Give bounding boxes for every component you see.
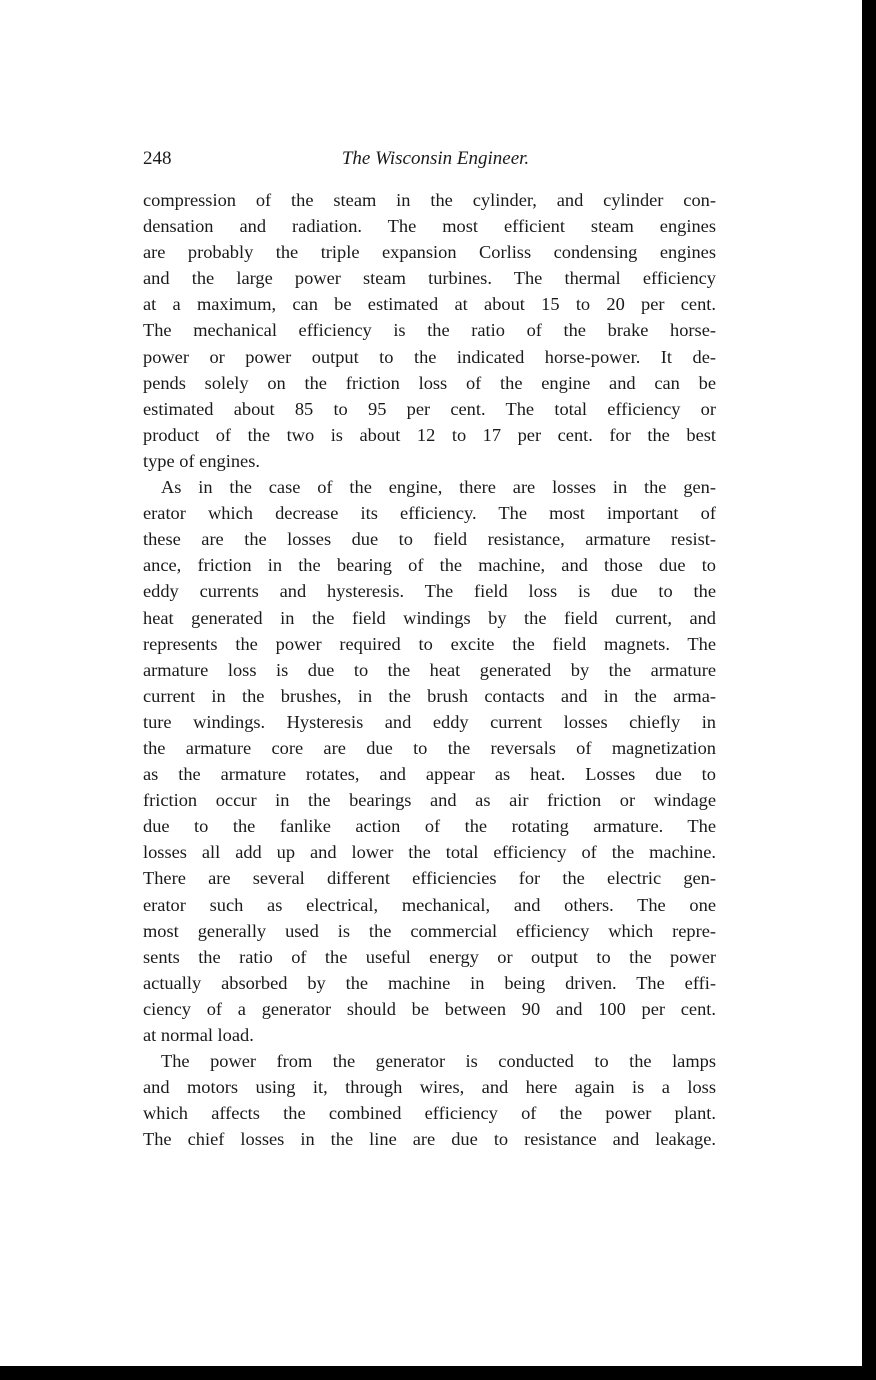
text-line: type of engines. [143, 450, 260, 471]
text-line: most generally used is the commercial efficiency which repre- [143, 920, 716, 941]
scan-right-border [862, 0, 876, 1380]
text-line: sents the ratio of the useful energy or output to the power [143, 946, 716, 967]
paragraph [143, 474, 716, 1048]
text-line: losses all add up and lower the total efficiency of the machine. [143, 842, 716, 863]
text-line: at a maximum, can be estimated at about 15 to 20 per cent. [143, 294, 716, 315]
text-line: pends solely on the friction loss of the engine and can be [143, 372, 716, 393]
text-line: armature loss is due to the heat generated by the armature [143, 659, 716, 680]
text-line: and motors using it, through wires, and here again is a loss [143, 1077, 716, 1098]
text-line: friction occur in the bearings and as air friction or windage [143, 790, 716, 811]
running-header [143, 146, 716, 172]
text-line: ance, friction in the bearing of the machine, and those due to [143, 555, 716, 576]
text-line: There are several different efficiencies for the electric gen- [143, 868, 716, 889]
text-line: estimated about 85 to 95 per cent. The total efficiency or [143, 398, 716, 419]
text-line: eddy currents and hysteresis. The field loss is due to the [143, 581, 716, 602]
body-text [143, 187, 716, 1152]
text-line: The mechanical efficiency is the ratio of the brake horse- [143, 320, 716, 341]
text-line: heat generated in the field windings by the field current, and [143, 607, 716, 628]
text-line: due to the fanlike action of the rotating armature. The [143, 816, 716, 837]
text-line: As in the case of the engine, there are losses in the gen- [161, 477, 716, 498]
text-line: ture windings. Hysteresis and eddy current losses chiefly in [143, 711, 716, 732]
text-line: which affects the combined efficiency of the power plant. [143, 1103, 716, 1124]
journal-title: The Wisconsin Engineer. [341, 148, 530, 169]
text-line: at normal load. [143, 1025, 254, 1045]
text-line: product of the two is about 12 to 17 per cent. for the best [143, 424, 716, 445]
text-line: The power from the generator is conducted to the lamps [161, 1051, 716, 1072]
text-line: compression of the steam in the cylinder, and cylinder con- [143, 190, 716, 210]
text-line: The chief losses in the line are due to resistance and leakage. [143, 1129, 716, 1150]
text-line: current in the brushes, in the brush contacts and in the arma- [143, 685, 716, 706]
text-line: densation and radiation. The most efficient steam engines [143, 216, 716, 237]
page-number: 248 [143, 148, 172, 169]
text-line: represents the power required to excite the field magnets. The [143, 633, 716, 654]
text-line: erator such as electrical, mechanical, and others. The one [143, 894, 716, 915]
paragraph [143, 1048, 716, 1152]
text-line: are probably the triple expansion Corliss condensing engines [143, 242, 716, 263]
text-line: ciency of a generator should be between 90 and 100 per cent. [143, 998, 716, 1019]
text-line: power or power output to the indicated horse-power. It de- [143, 346, 716, 367]
text-line: these are the losses due to field resistance, armature resist- [143, 529, 716, 550]
text-line: as the armature rotates, and appear as heat. Losses due to [143, 764, 716, 785]
text-line: and the large power steam turbines. The thermal efficiency [143, 268, 716, 289]
scan-bottom-border [0, 1366, 876, 1380]
text-line: the armature core are due to the reversals of magnetization [143, 737, 716, 758]
paragraph [143, 187, 716, 474]
text-line: erator which decrease its efficiency. The most important of [143, 503, 716, 524]
text-line: actually absorbed by the machine in being driven. The effi- [143, 972, 716, 993]
